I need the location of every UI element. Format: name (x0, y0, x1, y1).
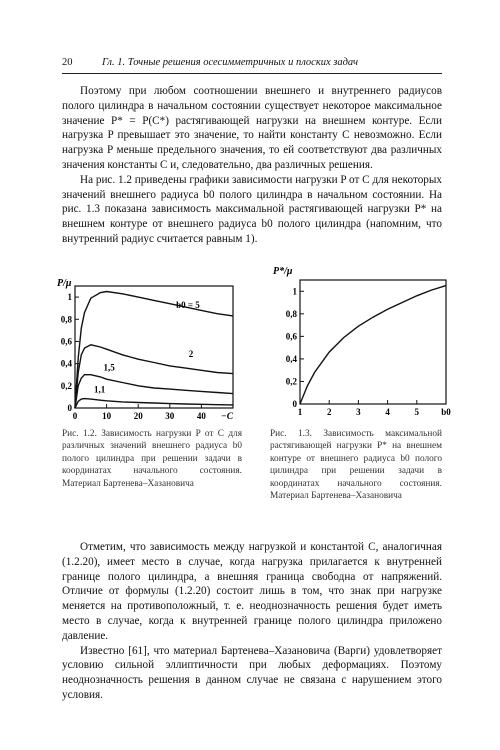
paragraph: На рис. 1.2 приведены графики зависимости нагрузки P от C для некоторых значений внешнего радиуса b0 полого цилиндра в начальном состоянии. На рис. 1.3 показана зависимость максимальной растягивающей нагрузки P* на внешнем контуре от внешнего радиуса b0 полого цилиндра (напомним, что внутренний радиус считается равным 1). (62, 173, 442, 245)
y-tick-label: 0,2 (60, 380, 72, 391)
x-tick-label: 30 (165, 411, 175, 421)
y-tick-label: 0 (292, 399, 297, 409)
x-tick-label: 1 (297, 407, 303, 417)
x-axis-label: −C (221, 412, 234, 422)
paragraph: Известно [61], что материал Бартенева–Хазановича (Варги) удовлетворяет условию сильной эллиптичности при любых деформациях. Поэтому неоднозначность решения в данном случае не связана с нарушением этого условия. (62, 644, 442, 701)
x-tick-label: 3 (356, 407, 361, 417)
y-axis-label: P/μ (57, 278, 72, 289)
x-tick-label: 0 (72, 411, 78, 421)
x-tick-label: 10 (102, 411, 112, 421)
series-line (300, 286, 446, 404)
paragraph: Отметим, что зависимость между нагрузкой и константой C, аналогичная (1.2.20), имеет место в случае, когда нагрузка прилагается к внутренней границе полого цилиндра, а внешняя граница свободна от напряжений. Отличие от формулы (1.2.20) состоит лишь в том, что знак при нагрузке меняется на противоположный, т. е. неоднозначность решения будет иметь место в случае, когда к внутренней границе полого цилиндра приложено давление. (62, 541, 442, 642)
running-head: Гл. 1. Точные решения осесимметричных и плоских задач (102, 57, 359, 68)
series-line (75, 399, 233, 408)
header-rule (62, 73, 442, 74)
y-tick-label: 0,8 (285, 308, 297, 319)
y-tick-label: 0,6 (285, 331, 297, 342)
series-label: 2 (188, 348, 194, 359)
paragraph: Поэтому при любом соотношении внешнего и внутреннего радиусов полого цилиндра в начальном состоянии существует некоторое максимальное значение P* = P(C*) растягивающей нагрузки на внешнем контуре. Если нагрузка P превышает это значение, то найти константу C невозможно. Если нагрузка P меньше предельного значения, то ей соответствуют два различных значения константы C и, следовательно, два различных решения. (62, 85, 442, 171)
y-tick-label: 0 (67, 403, 72, 413)
y-tick-label: 0,4 (285, 353, 297, 364)
y-axis-label: P*/μ (273, 266, 293, 277)
x-tick-label: 40 (196, 411, 206, 421)
page-number: 20 (62, 57, 73, 68)
figure-1-3-caption: Рис. 1.3. Зависимость максимальной растягивающей нагрузки P* на внешнем контуре от внешнего радиуса b0 полого цилиндра при решении задачи в координатах начального состояния. Материал Бартенева–Хазановича (270, 429, 442, 502)
figure-1-2-chart (55, 272, 240, 422)
figure-1-3-chart (270, 262, 455, 422)
x-tick-label: 4 (385, 407, 390, 417)
y-tick-label: 0,6 (60, 336, 72, 347)
y-tick-label: 0,4 (60, 358, 72, 369)
body-text-bottom (62, 540, 442, 703)
x-tick-label: 20 (133, 411, 143, 421)
y-tick-label: 1 (292, 286, 297, 297)
x-tick-label: 2 (326, 407, 332, 417)
page-header (62, 57, 442, 73)
y-tick-label: 1 (67, 292, 72, 303)
series-label: 1,5 (103, 362, 115, 373)
x-tick-label: 5 (414, 407, 420, 417)
figure-1-2-caption: Рис. 1.2. Зависимость нагрузки P от C для различных значений внешнего радиуса b0 полого цилиндра при решении задачи в координатах начального состояния. Материал Бартенева–Хазановича (62, 429, 242, 489)
y-tick-label: 0,2 (285, 376, 297, 387)
series-label: b0 = 5 (176, 300, 200, 311)
y-tick-label: 0,8 (60, 314, 72, 325)
body-text-top (62, 84, 442, 247)
plot-frame (300, 280, 446, 404)
series-label: 1,1 (93, 384, 106, 395)
x-tick-label: b0 (441, 407, 451, 417)
